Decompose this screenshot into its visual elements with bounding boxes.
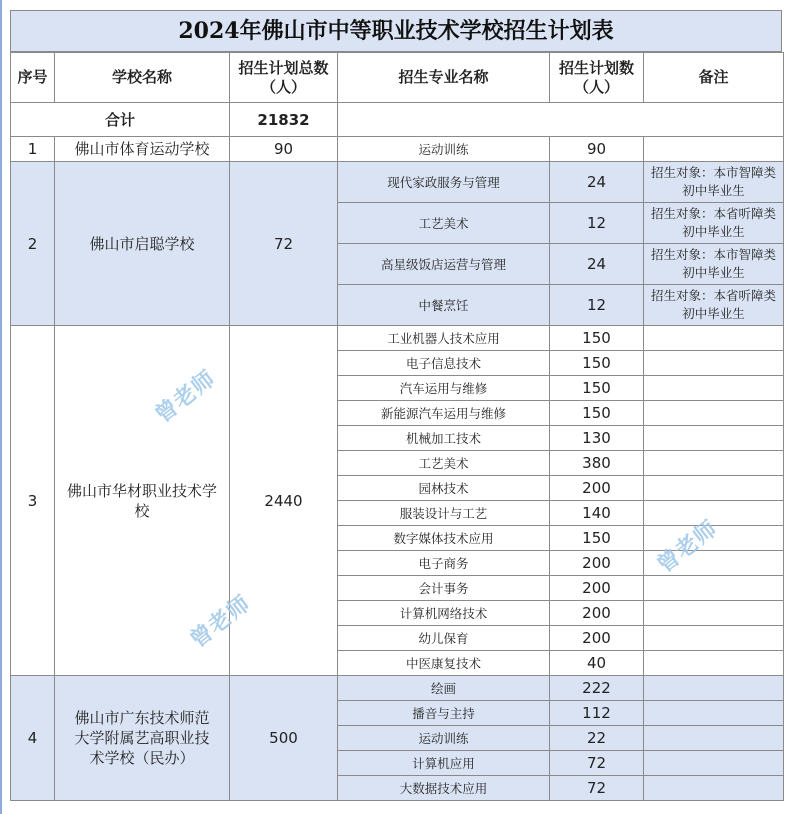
summary-row	[11, 103, 784, 137]
summary-empty	[338, 103, 784, 137]
header-total-plan: 招生计划总数（人）	[230, 53, 338, 103]
major-name: 计算机应用	[338, 751, 550, 776]
table-row	[11, 137, 784, 162]
major-plan-count: 24	[550, 162, 644, 203]
major-remark: 招生对象：本市智障类初中毕业生	[644, 162, 784, 203]
major-remark	[644, 751, 784, 776]
major-name: 绘画	[338, 676, 550, 701]
major-remark	[644, 476, 784, 501]
major-remark	[644, 401, 784, 426]
major-plan-count: 22	[550, 726, 644, 751]
major-remark	[644, 137, 784, 162]
major-name: 中餐烹饪	[338, 285, 550, 326]
watermark-text: 曾老师	[652, 515, 723, 579]
major-remark: 招生对象：本省听障类初中毕业生	[644, 285, 784, 326]
major-remark	[644, 351, 784, 376]
major-plan-count: 140	[550, 501, 644, 526]
major-name: 现代家政服务与管理	[338, 162, 550, 203]
school-total-plan: 500	[230, 676, 338, 801]
header-remark: 备注	[644, 53, 784, 103]
major-name: 大数据技术应用	[338, 776, 550, 801]
major-name: 工艺美术	[338, 451, 550, 476]
page-title: 2024年佛山市中等职业技术学校招生计划表	[10, 10, 782, 52]
major-plan-count: 12	[550, 285, 644, 326]
major-remark	[644, 501, 784, 526]
school-name: 佛山市广东技术师范大学附属艺高职业技术学校（民办）	[55, 676, 230, 801]
major-name: 计算机网络技术	[338, 601, 550, 626]
major-plan-count: 150	[550, 376, 644, 401]
major-remark	[644, 676, 784, 701]
school-total-plan: 72	[230, 162, 338, 326]
major-remark	[644, 451, 784, 476]
major-plan-count: 72	[550, 776, 644, 801]
major-name: 运动训练	[338, 726, 550, 751]
header-plan-count: 招生计划数（人）	[550, 53, 644, 103]
school-index: 1	[11, 137, 55, 162]
major-remark	[644, 326, 784, 351]
school-total-plan: 2440	[230, 326, 338, 676]
major-remark: 招生对象：本省听障类初中毕业生	[644, 203, 784, 244]
major-name: 高星级饭店运营与管理	[338, 244, 550, 285]
summary-label: 合计	[11, 103, 230, 137]
major-remark	[644, 601, 784, 626]
school-name: 佛山市启聪学校	[55, 162, 230, 326]
header-school: 学校名称	[55, 53, 230, 103]
summary-total: 21832	[230, 103, 338, 137]
major-plan-count: 150	[550, 326, 644, 351]
major-name: 工业机器人技术应用	[338, 326, 550, 351]
major-name: 园林技术	[338, 476, 550, 501]
table-row	[11, 326, 784, 351]
major-remark	[644, 376, 784, 401]
header-major: 招生专业名称	[338, 53, 550, 103]
major-plan-count: 112	[550, 701, 644, 726]
major-remark	[644, 776, 784, 801]
major-name: 服装设计与工艺	[338, 501, 550, 526]
major-remark	[644, 651, 784, 676]
watermark-text: 曾老师	[150, 365, 221, 429]
table-row	[11, 676, 784, 701]
major-remark	[644, 726, 784, 751]
school-total-plan: 90	[230, 137, 338, 162]
major-name: 中医康复技术	[338, 651, 550, 676]
major-plan-count: 222	[550, 676, 644, 701]
major-name: 电子信息技术	[338, 351, 550, 376]
major-name: 运动训练	[338, 137, 550, 162]
school-name: 佛山市华材职业技术学校	[55, 326, 230, 676]
major-plan-count: 150	[550, 526, 644, 551]
major-name: 幼儿保育	[338, 626, 550, 651]
major-plan-count: 200	[550, 476, 644, 501]
major-plan-count: 200	[550, 601, 644, 626]
major-plan-count: 150	[550, 351, 644, 376]
major-name: 汽车运用与维修	[338, 376, 550, 401]
school-index: 4	[11, 676, 55, 801]
major-plan-count: 380	[550, 451, 644, 476]
major-name: 新能源汽车运用与维修	[338, 401, 550, 426]
school-index: 3	[11, 326, 55, 676]
major-plan-count: 130	[550, 426, 644, 451]
major-plan-count: 200	[550, 576, 644, 601]
major-plan-count: 90	[550, 137, 644, 162]
enrollment-table	[10, 52, 784, 801]
major-plan-count: 72	[550, 751, 644, 776]
major-plan-count: 200	[550, 626, 644, 651]
school-index: 2	[11, 162, 55, 326]
major-remark	[644, 701, 784, 726]
major-remark	[644, 576, 784, 601]
major-plan-count: 24	[550, 244, 644, 285]
major-plan-count: 200	[550, 551, 644, 576]
major-remark: 招生对象：本市智障类初中毕业生	[644, 244, 784, 285]
major-name: 会计事务	[338, 576, 550, 601]
major-name: 数字媒体技术应用	[338, 526, 550, 551]
major-remark	[644, 426, 784, 451]
major-plan-count: 150	[550, 401, 644, 426]
major-name: 播音与主持	[338, 701, 550, 726]
header-row	[11, 53, 784, 103]
major-plan-count: 40	[550, 651, 644, 676]
major-plan-count: 12	[550, 203, 644, 244]
major-name: 电子商务	[338, 551, 550, 576]
major-remark	[644, 626, 784, 651]
header-index: 序号	[11, 53, 55, 103]
watermark-text: 曾老师	[185, 590, 256, 654]
school-name: 佛山市体育运动学校	[55, 137, 230, 162]
major-name: 工艺美术	[338, 203, 550, 244]
table-row	[11, 162, 784, 203]
major-name: 机械加工技术	[338, 426, 550, 451]
